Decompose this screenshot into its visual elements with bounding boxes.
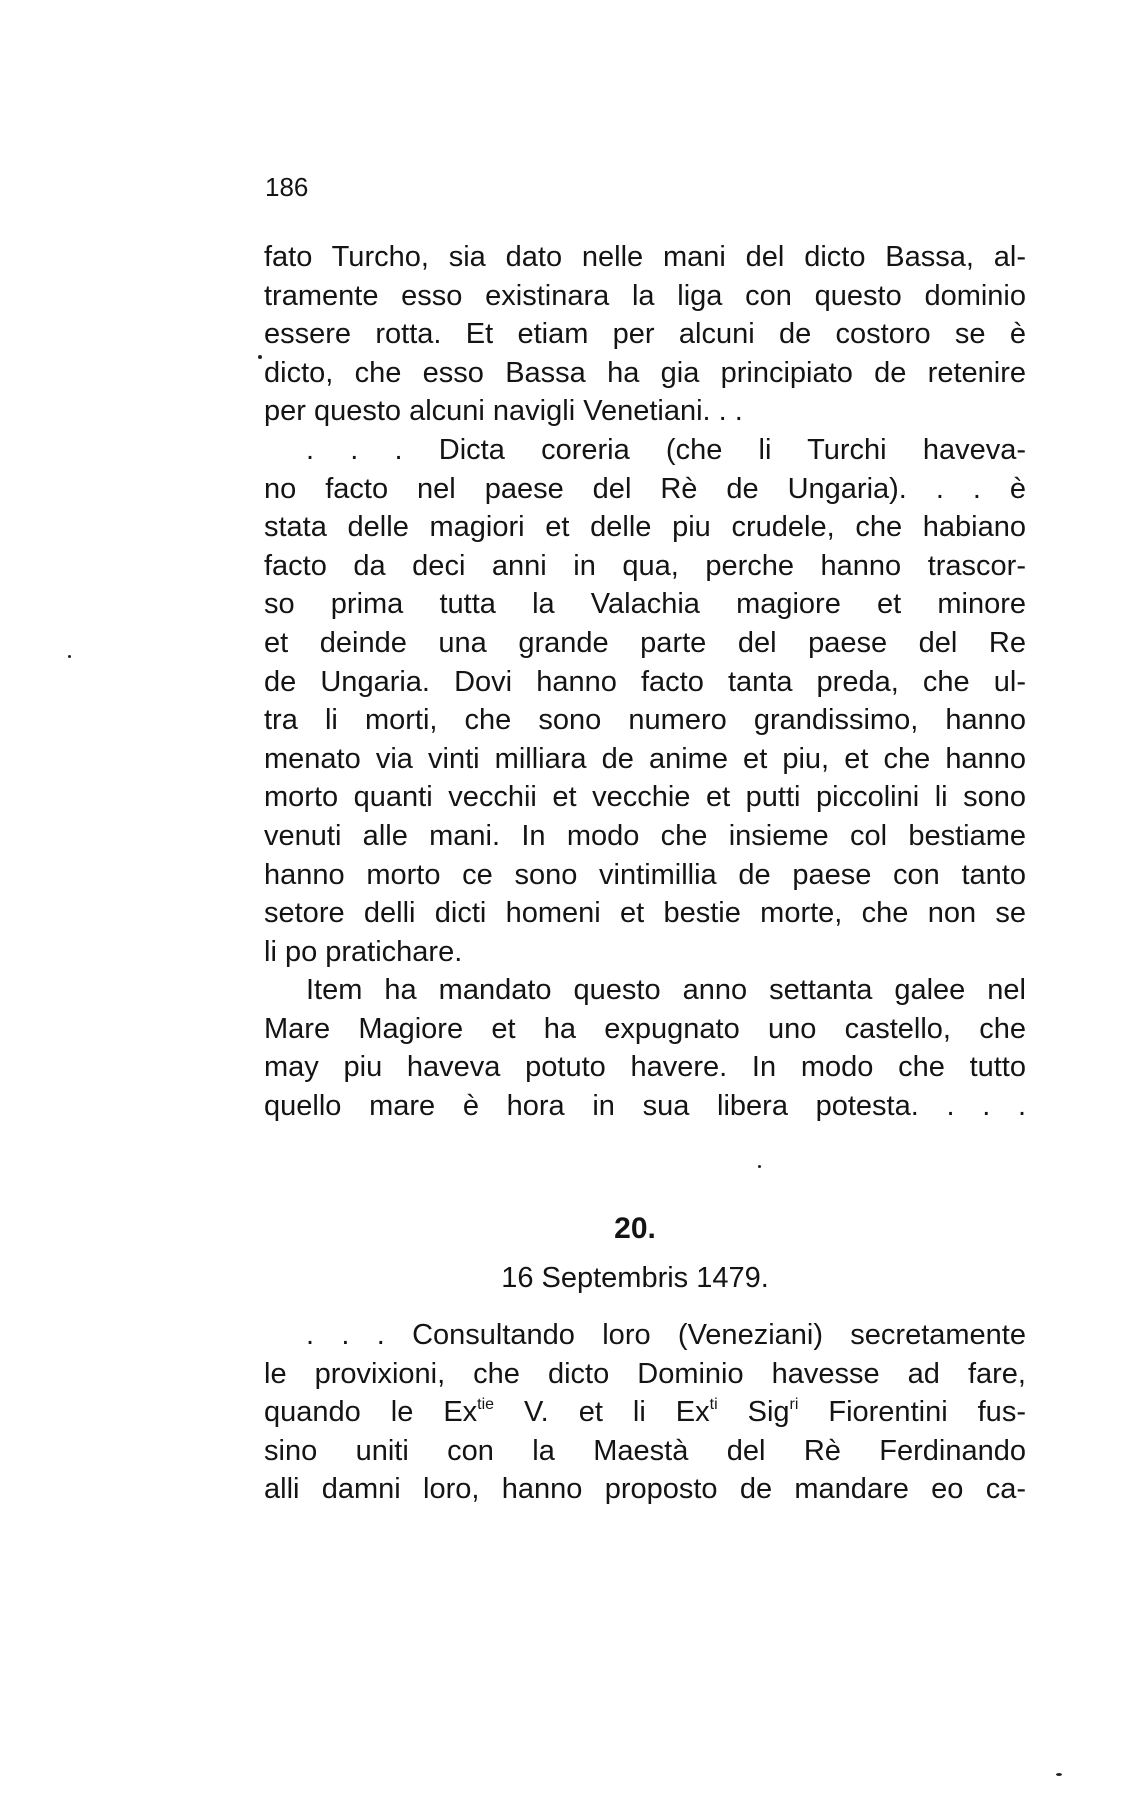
- text-line: quello mare è hora in sua libera potesta. . . .: [264, 1090, 1026, 1123]
- scan-speck: [68, 655, 71, 658]
- text-fragment: V. et li Ex: [494, 1396, 710, 1429]
- text-line: stata delle magiori et delle piu crudele, che habiano: [264, 511, 1026, 544]
- text-line: [264, 1393, 1026, 1432]
- page-number: 186: [265, 172, 309, 202]
- text-line: sino uniti con la Maestà del Rè Ferdinando: [264, 1434, 1026, 1467]
- document-date: 16 Septembris 1479.: [501, 1262, 769, 1294]
- text-line: Mare Magiore et ha expugnato uno castello, che: [264, 1012, 1026, 1045]
- scan-speck: [258, 355, 262, 359]
- text-line: fato Turcho, sia dato nelle mani del dicto Bassa, al-: [264, 241, 1026, 273]
- superscript: ti: [709, 1396, 718, 1414]
- text-line: per questo alcuni navigli Venetiani. . .: [264, 395, 743, 428]
- text-line: hanno morto ce sono vintimillia de paese con tanto: [264, 858, 1026, 891]
- text-line: setore delli dicti homeni et bestie morte, che non se: [264, 897, 1026, 930]
- text-line: le provixioni, che dicto Dominio havesse ad fare,: [264, 1357, 1026, 1390]
- text-line: venuti alle mani. In modo che insieme col bestiame: [264, 819, 1026, 852]
- text-fragment: Fiorentini fus-: [798, 1396, 1026, 1429]
- text-line: alli damni loro, hanno proposto de mandare eo ca-: [264, 1473, 1026, 1506]
- text-line: tra li morti, che sono numero grandissimo, hanno: [264, 704, 1026, 737]
- text-line: de Ungaria. Dovi hanno facto tanta preda, che ul-: [264, 665, 1026, 698]
- text-line: may piu haveva potuto havere. In modo che tutto: [264, 1051, 1026, 1084]
- text-line: morto quanti vecchii et vecchie et putti piccolini li sono: [264, 781, 1026, 814]
- superscript: ri: [789, 1396, 799, 1414]
- text-fragment: quando le Ex: [264, 1396, 478, 1429]
- scan-speck: [1056, 1773, 1062, 1776]
- passage-first: [264, 238, 1026, 1126]
- passage-second: [264, 1316, 1026, 1509]
- text-line: . . . Consultando loro (Veneziani) secretamente: [306, 1319, 1026, 1351]
- text-line: so prima tutta la Valachia magiore et minore: [264, 588, 1026, 621]
- document-number: 20.: [614, 1212, 656, 1245]
- text-line: tramente esso existinara la liga con questo dominio: [264, 279, 1026, 312]
- scan-speck: [758, 1165, 761, 1168]
- text-line: menato via vinti milliara de anime et piu, et che hanno: [264, 742, 1026, 775]
- text-line: li po pratichare.: [264, 935, 463, 968]
- text-line: et deinde una grande parte del paese del Re: [264, 626, 1026, 659]
- text-line: facto da deci anni in qua, perche hanno trascor-: [264, 549, 1026, 582]
- text-line: no facto nel paese del Rè de Ungaria). . . è: [264, 472, 1026, 505]
- text-line: . . . Dicta coreria (che li Turchi haveva-: [306, 433, 1026, 466]
- text-line: Item ha mandato questo anno settanta galee nel: [306, 974, 1026, 1007]
- text-fragment: Sig: [717, 1396, 790, 1429]
- superscript: tie: [477, 1396, 495, 1414]
- text-line: dicto, che esso Bassa ha gia principiato de retenire: [264, 356, 1026, 389]
- text-line: essere rotta. Et etiam per alcuni de costoro se è: [264, 318, 1026, 351]
